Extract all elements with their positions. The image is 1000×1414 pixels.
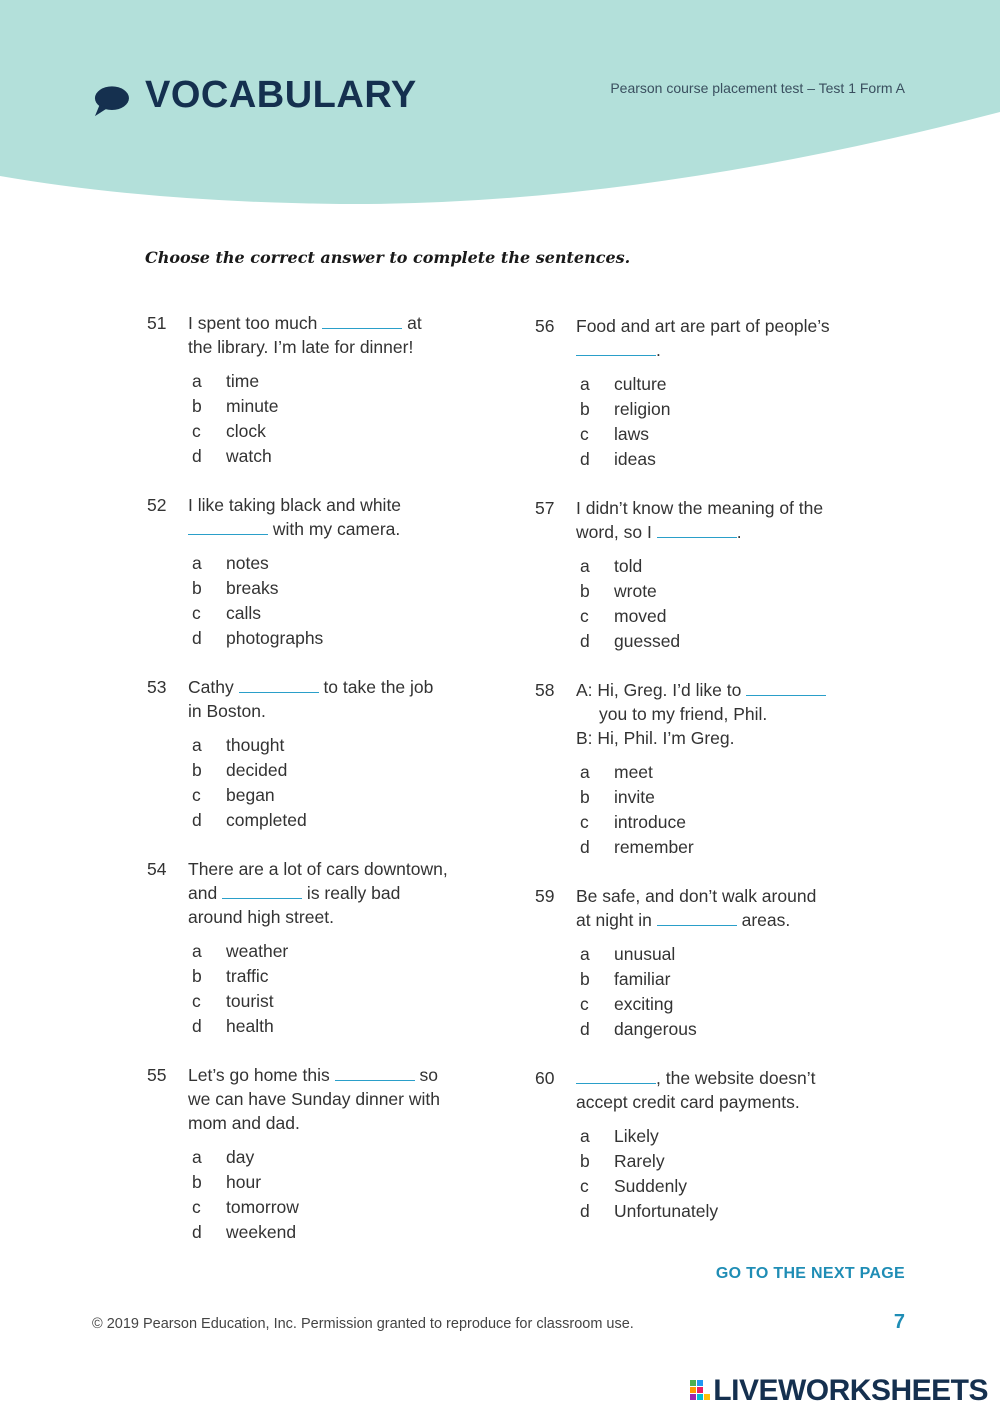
section-title: VOCABULARY [145,74,417,116]
answer-option[interactable] [580,1174,895,1199]
answer-blank[interactable] [746,681,826,696]
option-text: hour [226,1172,262,1192]
question-number: 59 [535,886,555,906]
option-text: Likely [614,1126,659,1146]
question-number: 52 [147,495,167,515]
question-line [535,1090,895,1114]
question-text: B: Hi, Phil. I’m Greg. [576,728,735,748]
option-text: weather [226,941,289,961]
question-text-after: areas. [736,910,791,930]
question-text [576,678,895,702]
question-line [535,908,895,932]
question-line [147,1111,487,1135]
speech-bubble-icon [92,84,130,118]
question-text-before: at night in [576,910,657,930]
question-text-before: Let’s go home this [188,1065,335,1085]
option-letter: c [580,812,589,832]
question-text [188,675,487,699]
option-letter: a [192,735,202,755]
answer-blank[interactable] [322,314,402,329]
question-text: accept credit card payments. [576,1092,800,1112]
option-letter: b [580,399,590,419]
liveworksheets-wordmark: LIVEWORKSHEETS [713,1374,988,1407]
question-line [147,1087,487,1111]
question-54 [147,857,487,1039]
option-text: breaks [226,578,279,598]
option-letter: a [580,374,590,394]
option-text: familiar [614,969,671,989]
question-52 [147,493,487,651]
answer-options [147,551,487,651]
option-text: traffic [226,966,269,986]
answer-options [535,942,895,1042]
answer-option[interactable] [192,576,487,601]
question-line [147,881,487,905]
answer-option[interactable] [580,992,895,1017]
question-line [147,517,487,541]
page-number: 7 [893,1311,905,1333]
option-letter: c [192,603,201,623]
question-line [535,702,895,726]
next-page-link[interactable]: GO TO THE NEXT PAGE [715,1265,905,1282]
option-text: day [226,1147,255,1167]
question-number: 51 [147,313,167,333]
question-line [535,884,895,908]
answer-options [147,939,487,1039]
question-text-after: to take the job [318,677,434,697]
option-letter: a [580,1126,590,1146]
option-text: tomorrow [226,1197,299,1217]
question-text-after: . [736,522,742,542]
option-text: Unfortunately [614,1201,719,1221]
option-letter: c [580,424,589,444]
option-letter: c [192,785,201,805]
question-text-before: I spent too much [188,313,323,333]
option-letter: d [580,631,590,651]
question-text: I like taking black and white [188,495,402,515]
liveworksheets-logo-icon [690,1380,710,1402]
option-text: laws [614,424,650,444]
option-text: ideas [614,449,656,469]
answer-option[interactable] [580,835,895,860]
answer-option[interactable] [192,551,487,576]
option-text: unusual [614,944,676,964]
answer-option[interactable] [192,783,487,808]
question-text-after: . [656,340,661,360]
question-line [147,905,487,929]
answer-blank[interactable] [222,884,302,899]
question-number: 55 [147,1065,167,1085]
question-number-spacer [535,520,576,544]
option-text: decided [226,760,288,780]
option-text: Rarely [614,1151,665,1171]
answer-option[interactable] [580,1017,895,1042]
option-letter: d [192,1222,202,1242]
answer-blank[interactable] [239,678,319,693]
question-line [535,314,895,338]
question-text: Be safe, and don’t walk around [576,886,817,906]
answer-options [535,554,895,654]
question-line [147,335,487,359]
answer-blank[interactable] [188,520,268,535]
option-letter: a [580,556,590,576]
option-letter: c [580,994,589,1014]
answer-option[interactable] [192,626,487,651]
answer-option[interactable] [192,1170,487,1195]
option-letter: b [192,760,202,780]
option-text: introduce [614,812,686,832]
question-line [147,857,487,881]
question-57 [535,496,895,654]
answer-option[interactable] [192,733,487,758]
question-number-spacer [535,726,576,750]
option-letter: b [580,969,590,989]
option-letter: c [580,1176,589,1196]
option-text: told [614,556,643,576]
question-text [576,1066,895,1090]
question-53 [147,675,487,833]
question-line [147,1063,487,1087]
question-number: 56 [535,316,555,336]
question-number-spacer [147,881,188,905]
option-letter: b [580,787,590,807]
answer-option[interactable] [580,1124,895,1149]
question-number-spacer [535,702,576,726]
option-letter: a [580,944,590,964]
question-text [576,908,895,932]
answer-option[interactable] [192,939,487,964]
option-text: dangerous [614,1019,697,1039]
option-letter: c [192,991,201,1011]
option-text: watch [226,446,272,466]
answer-option[interactable] [580,1199,895,1224]
option-text: culture [614,374,667,394]
question-text: There are a lot of cars downtown, [188,859,448,879]
answer-option[interactable] [580,447,895,472]
option-text: tourist [226,991,274,1011]
option-text: guessed [614,631,681,651]
question-number: 53 [147,677,167,697]
option-letter: a [192,941,202,961]
question-line [535,520,895,544]
question-text-after: is really bad [302,883,401,903]
question-number-spacer [147,517,188,541]
option-text: religion [614,399,671,419]
question-line [147,675,487,699]
question-line [535,338,895,362]
question-number-spacer [147,1111,188,1135]
answer-options [147,369,487,469]
question-text-before: Cathy [188,677,239,697]
answer-blank[interactable] [657,523,737,538]
question-text [576,338,895,362]
option-letter: d [580,1201,590,1221]
question-text-before: word, so I [576,522,657,542]
question-text [188,1063,487,1087]
option-text: wrote [614,581,657,601]
option-text: exciting [614,994,674,1014]
answer-option[interactable] [192,601,487,626]
option-letter: d [580,1019,590,1039]
question-text-after: with my camera. [268,519,401,539]
answer-option[interactable] [192,758,487,783]
question-text [188,311,487,335]
questions-column-left [147,311,487,1269]
option-letter: b [192,578,202,598]
option-text: began [226,785,275,805]
question-line [147,699,487,723]
test-subtitle: Pearson course placement test – Test 1 Form A [610,80,905,96]
question-58 [535,678,895,860]
question-line [535,1066,895,1090]
option-letter: b [192,966,202,986]
question-text: around high street. [188,907,334,927]
answer-option[interactable] [580,604,895,629]
answer-options [147,1145,487,1245]
question-text [576,520,895,544]
answer-option[interactable] [192,419,487,444]
answer-option[interactable] [192,808,487,833]
question-line [147,493,487,517]
option-letter: a [192,553,202,573]
answer-blank[interactable] [576,341,656,356]
option-text: moved [614,606,667,626]
question-line [535,678,895,702]
option-letter: d [192,446,202,466]
option-text: remember [614,837,694,857]
answer-option[interactable] [580,554,895,579]
answer-option[interactable] [192,1195,487,1220]
question-number-spacer [147,335,188,359]
option-letter: a [192,371,202,391]
question-text: Food and art are part of people’s [576,316,830,336]
answer-option[interactable] [580,579,895,604]
answer-option[interactable] [192,369,487,394]
answer-option[interactable] [580,942,895,967]
question-number-spacer [535,908,576,932]
answer-option[interactable] [580,1149,895,1174]
liveworksheets-watermark [690,1374,988,1408]
question-text-after: , the website doesn’t [656,1068,816,1088]
option-letter: c [580,606,589,626]
answer-option[interactable] [192,444,487,469]
question-text [188,881,487,905]
option-text: thought [226,735,285,755]
question-text: in Boston. [188,701,266,721]
question-text-after: at [402,313,422,333]
questions-column-right [535,314,895,1248]
option-text: health [226,1016,274,1036]
option-text: time [226,371,260,391]
option-text: minute [226,396,279,416]
question-text: you to my friend, Phil. [599,704,768,724]
option-text: invite [614,787,655,807]
answer-option[interactable] [580,397,895,422]
answer-option[interactable] [580,785,895,810]
option-text: photographs [226,628,324,648]
question-text [188,517,487,541]
answer-options [147,733,487,833]
answer-option[interactable] [580,422,895,447]
answer-option[interactable] [192,1220,487,1245]
answer-options [535,1124,895,1224]
answer-option[interactable] [580,760,895,785]
option-letter: b [192,1172,202,1192]
answer-option[interactable] [192,964,487,989]
answer-option[interactable] [192,394,487,419]
option-letter: b [580,581,590,601]
option-letter: d [192,810,202,830]
answer-option[interactable] [192,989,487,1014]
question-60 [535,1066,895,1224]
question-number-spacer [535,338,576,362]
option-text: calls [226,603,262,623]
option-letter: d [192,628,202,648]
question-number: 60 [535,1068,555,1088]
option-text: clock [226,421,266,441]
question-number-spacer [147,905,188,929]
question-text-before: and [188,883,223,903]
question-number: 57 [535,498,555,518]
question-text-before: A: Hi, Greg. I’d like to [576,680,747,700]
question-line [535,726,895,750]
option-letter: c [192,421,201,441]
option-letter: d [580,837,590,857]
answer-options [535,372,895,472]
question-55 [147,1063,487,1245]
option-letter: b [580,1151,590,1171]
answer-blank[interactable] [576,1069,656,1084]
question-56 [535,314,895,472]
answer-option[interactable] [580,810,895,835]
question-number: 58 [535,680,555,700]
option-text: completed [226,810,307,830]
option-letter: d [580,449,590,469]
answer-option[interactable] [580,629,895,654]
question-text: mom and dad. [188,1113,300,1133]
question-text: we can have Sunday dinner with [188,1089,440,1109]
question-number-spacer [147,1087,188,1111]
option-letter: c [192,1197,201,1217]
option-letter: a [192,1147,202,1167]
option-text: meet [614,762,653,782]
question-text: I didn’t know the meaning of the [576,498,824,518]
option-letter: a [580,762,590,782]
answer-option[interactable] [580,967,895,992]
option-text: Suddenly [614,1176,687,1196]
answer-option[interactable] [192,1014,487,1039]
option-letter: d [192,1016,202,1036]
question-line [535,496,895,520]
instructions: Choose the correct answer to complete the sentences. [145,248,631,267]
question-number: 54 [147,859,167,879]
question-59 [535,884,895,1042]
option-text: weekend [226,1222,297,1242]
answer-options [535,760,895,860]
option-letter: b [192,396,202,416]
question-text-after: so [414,1065,438,1085]
answer-option[interactable] [580,372,895,397]
question-number-spacer [147,699,188,723]
answer-blank[interactable] [657,911,737,926]
question-number-spacer [535,1090,576,1114]
answer-blank[interactable] [335,1066,415,1081]
copyright: © 2019 Pearson Education, Inc. Permission granted to reproduce for classroom use. [92,1316,634,1332]
answer-option[interactable] [192,1145,487,1170]
option-text: notes [226,553,269,573]
question-text: the library. I’m late for dinner! [188,337,414,357]
question-51 [147,311,487,469]
question-line [147,311,487,335]
